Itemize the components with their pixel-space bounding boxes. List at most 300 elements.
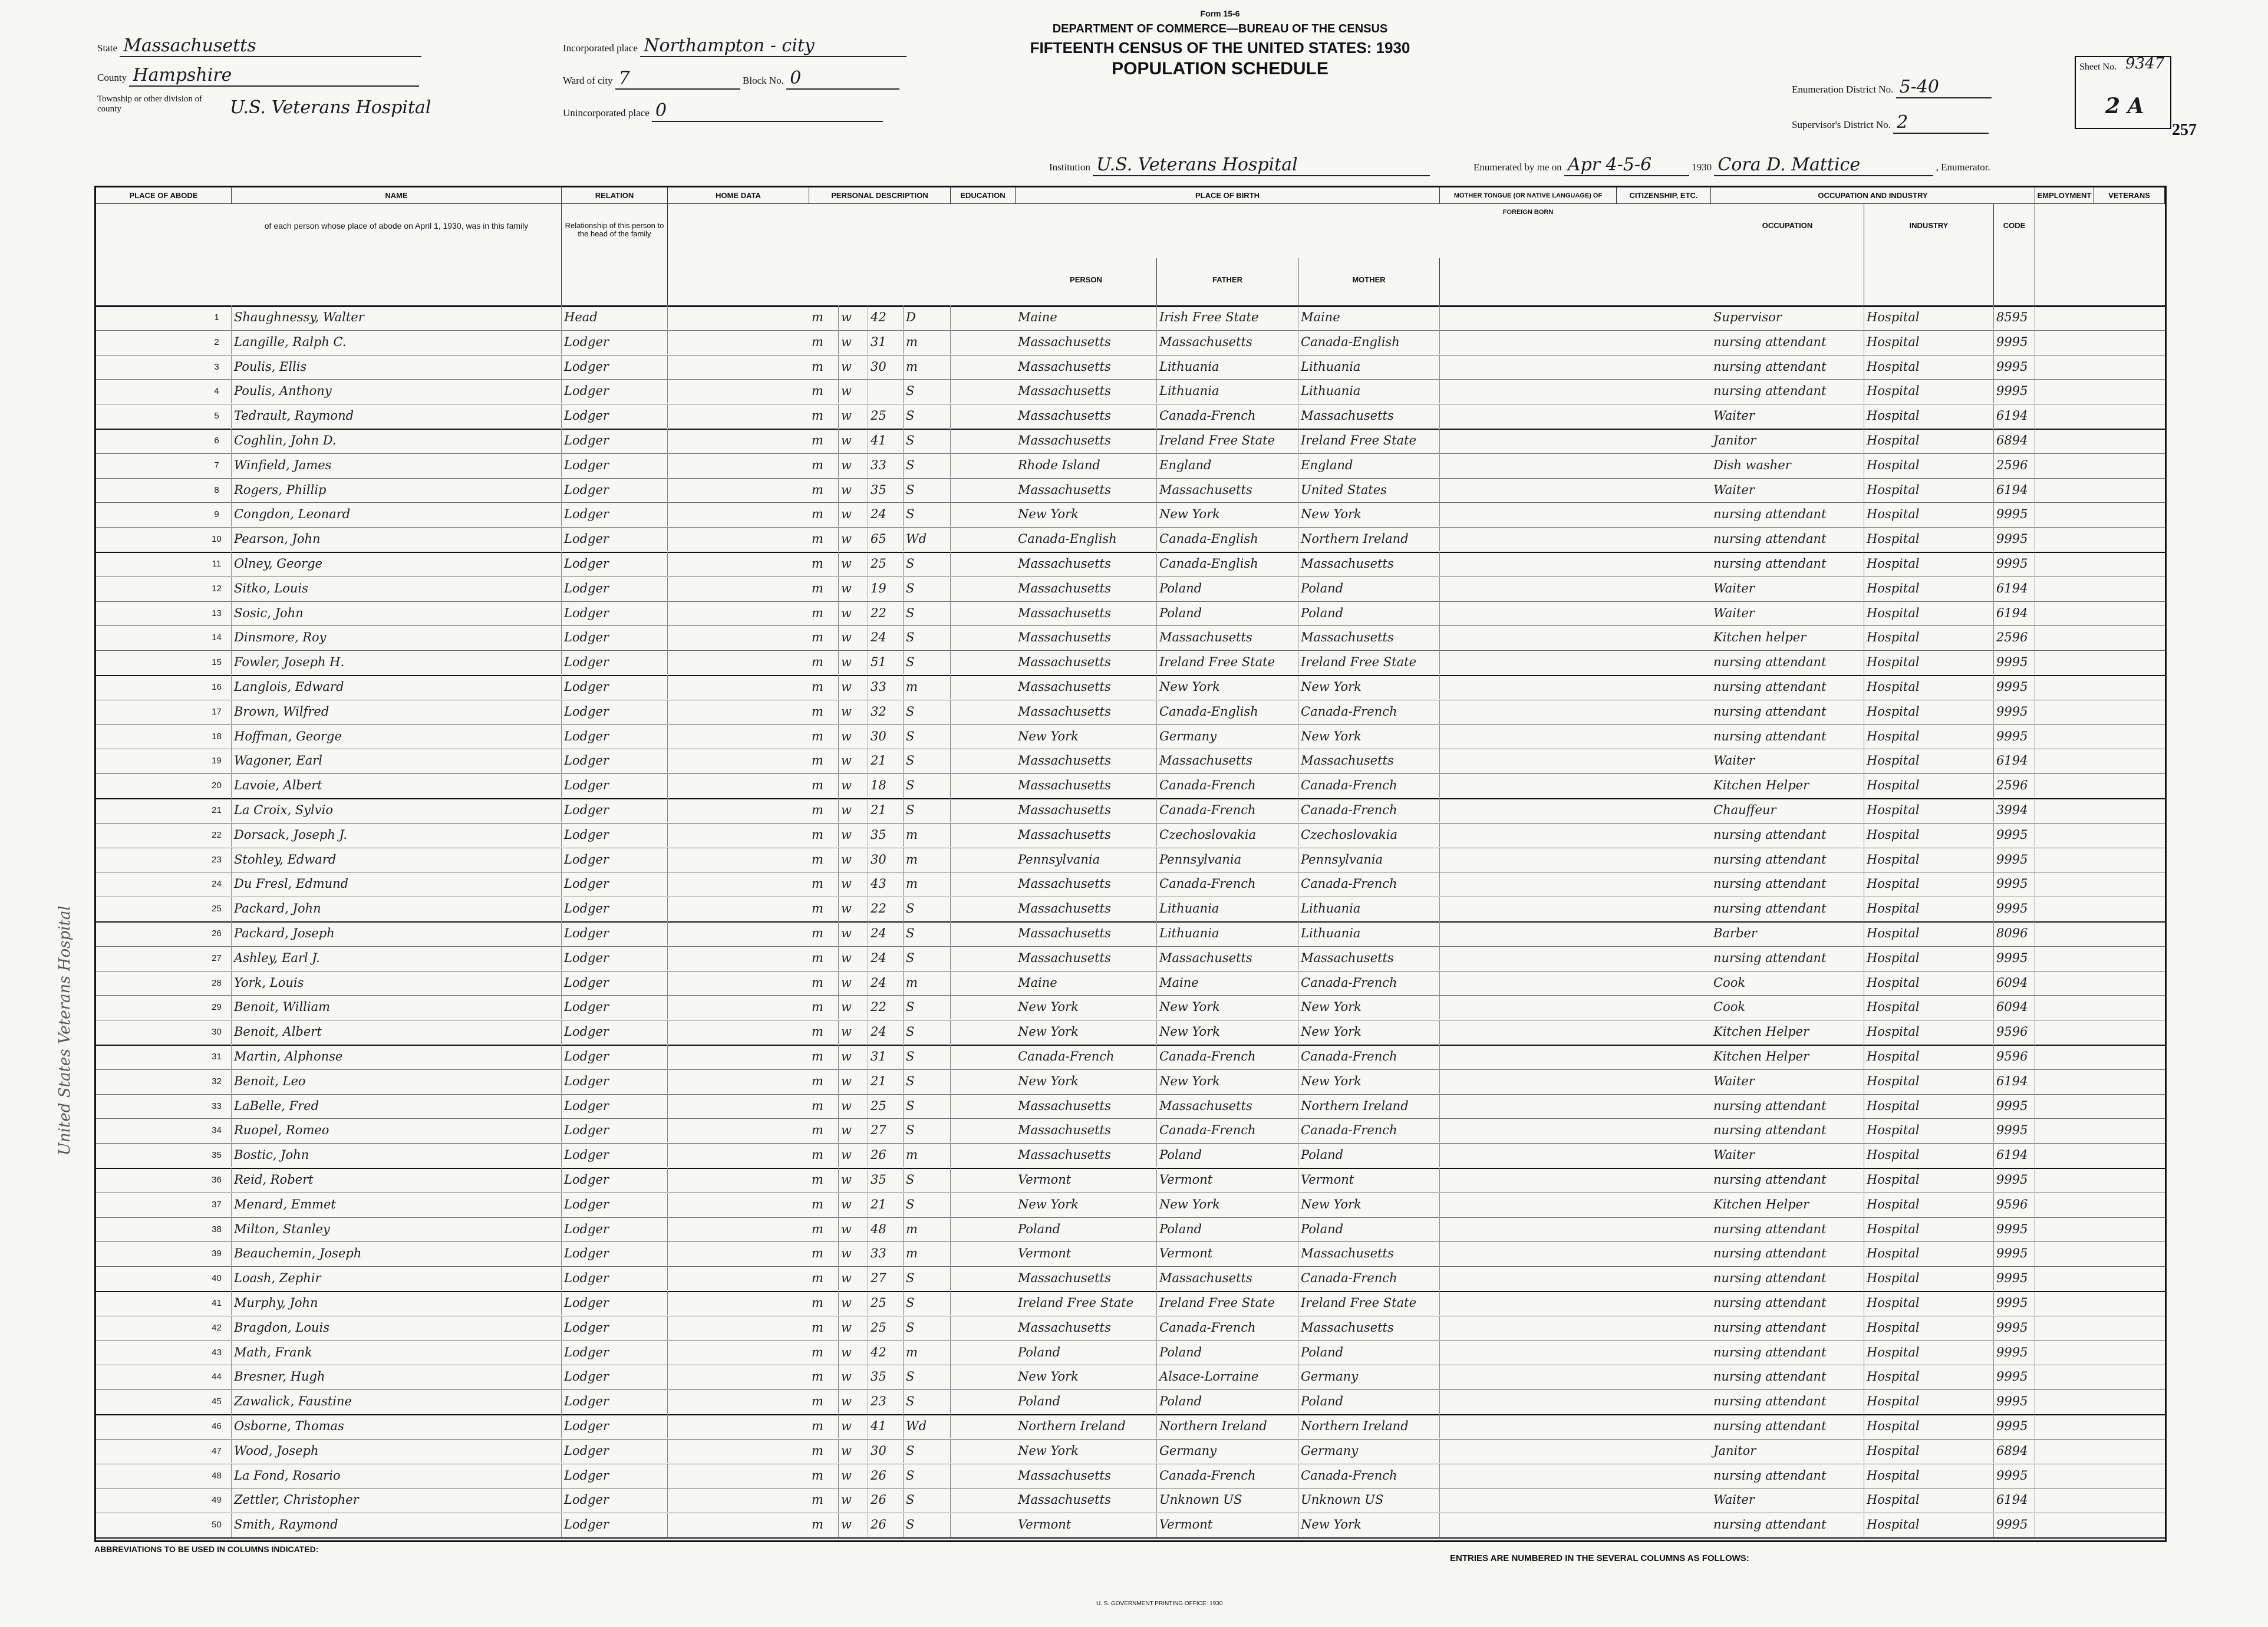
cell-age: 33: [868, 675, 904, 699]
cell-father-birthplace: Vermont: [1157, 1168, 1298, 1192]
cell-sex: m: [809, 577, 839, 601]
cell-name: Stohley, Edward: [232, 848, 562, 872]
cell-sex: m: [809, 650, 839, 674]
cell-age: 24: [868, 946, 904, 970]
cell-mother-birthplace: Ireland Free State: [1298, 429, 1440, 453]
cell-birthplace: Poland: [1016, 1341, 1157, 1365]
cell-industry: Hospital: [1864, 650, 1994, 674]
cell-race: w: [839, 429, 868, 453]
cell-line-number: 9: [202, 502, 232, 526]
cell-relation: Lodger: [562, 1143, 668, 1167]
state-value: Massachusetts: [120, 35, 421, 57]
cell-occupation: Waiter: [1711, 1069, 1864, 1094]
cell-birthplace: Massachusetts: [1016, 577, 1157, 601]
cell-age: 27: [868, 1266, 904, 1290]
cell-line-number: 26: [202, 921, 232, 946]
cell-birthplace: Massachusetts: [1016, 650, 1157, 674]
cell-marital: S: [904, 552, 951, 576]
cell-code: 9995: [1994, 1389, 2035, 1414]
cell-code: 8096: [1994, 921, 2035, 946]
stamp-number: 257: [2172, 121, 2197, 139]
table-row: [96, 946, 2165, 971]
table-row: [96, 971, 2165, 996]
cell-code: 6194: [1994, 404, 2035, 428]
cell-age: 65: [868, 527, 904, 551]
cell-sex: m: [809, 1168, 839, 1192]
cell-age: 21: [868, 749, 904, 773]
cell-marital: S: [904, 1266, 951, 1290]
cell-occupation: Kitchen Helper: [1711, 1020, 1864, 1044]
cell-mother-birthplace: Pennsylvania: [1298, 848, 1440, 872]
group-place-of-birth: PLACE OF BIRTH: [1016, 187, 1440, 204]
cell-sex: m: [809, 1266, 839, 1290]
cell-marital: S: [904, 453, 951, 477]
enumerated-field: [1473, 154, 1990, 176]
cell-birthplace: Massachusetts: [1016, 872, 1157, 896]
cell-code: 9995: [1994, 897, 2035, 921]
table-row: [96, 453, 2165, 479]
cell-age: 26: [868, 1464, 904, 1488]
cell-name: Bragdon, Louis: [232, 1316, 562, 1340]
cell-age: 42: [868, 1341, 904, 1365]
cell-birthplace: New York: [1016, 995, 1157, 1019]
cell-father-birthplace: New York: [1157, 1069, 1298, 1094]
cell-line-number: 40: [202, 1266, 232, 1290]
cell-code: 6194: [1994, 1069, 2035, 1094]
cell-father-birthplace: Canada-French: [1157, 404, 1298, 428]
cell-father-birthplace: Alsace-Lorraine: [1157, 1365, 1298, 1389]
cell-relation: Lodger: [562, 823, 668, 847]
cell-code: 6194: [1994, 1488, 2035, 1512]
table-row: [96, 625, 2165, 651]
cell-name: Olney, George: [232, 552, 562, 576]
cell-name: Bresner, Hugh: [232, 1365, 562, 1389]
cell-code: 6894: [1994, 1439, 2035, 1463]
cell-name: Benoit, William: [232, 995, 562, 1019]
cell-age: 18: [868, 773, 904, 798]
cell-relation: Lodger: [562, 971, 668, 995]
cell-occupation: Waiter: [1711, 749, 1864, 773]
cell-father-birthplace: New York: [1157, 675, 1298, 699]
cell-marital: S: [904, 1439, 951, 1463]
cell-marital: m: [904, 675, 951, 699]
incorporated-value: Northampton - city: [640, 35, 906, 57]
cell-line-number: 21: [202, 798, 232, 822]
cell-marital: S: [904, 897, 951, 921]
cell-age: 26: [868, 1143, 904, 1167]
cell-line-number: 12: [202, 577, 232, 601]
cell-father-birthplace: New York: [1157, 995, 1298, 1019]
cell-occupation: nursing attendant: [1711, 724, 1864, 749]
state-label: State: [97, 42, 117, 54]
cell-age: 48: [868, 1217, 904, 1241]
cell-birthplace: Rhode Island: [1016, 453, 1157, 477]
cell-name: Osborne, Thomas: [232, 1414, 562, 1438]
cell-birthplace: Massachusetts: [1016, 823, 1157, 847]
cell-name: Poulis, Anthony: [232, 379, 562, 403]
cell-birthplace: New York: [1016, 1020, 1157, 1044]
cell-mother-birthplace: Lithuania: [1298, 921, 1440, 946]
cell-sex: m: [809, 1414, 839, 1438]
cell-race: w: [839, 601, 868, 625]
cell-line-number: 36: [202, 1168, 232, 1192]
ed-value: 5-40: [1896, 77, 1992, 98]
cell-line-number: 8: [202, 478, 232, 502]
table-row: [96, 724, 2165, 750]
cell-code: 6894: [1994, 429, 2035, 453]
cell-code: 2596: [1994, 453, 2035, 477]
cell-relation: Lodger: [562, 773, 668, 798]
cell-code: 9995: [1994, 650, 2035, 674]
table-row: [96, 1193, 2165, 1218]
cell-race: w: [839, 1414, 868, 1438]
cell-birthplace: Massachusetts: [1016, 946, 1157, 970]
cell-name: Winfield, James: [232, 453, 562, 477]
cell-birthplace: Massachusetts: [1016, 1488, 1157, 1512]
cell-industry: Hospital: [1864, 379, 1994, 403]
cell-line-number: 5: [202, 404, 232, 428]
cell-occupation: nursing attendant: [1711, 946, 1864, 970]
cell-industry: Hospital: [1864, 478, 1994, 502]
cell-birthplace: Maine: [1016, 971, 1157, 995]
cell-mother-birthplace: New York: [1298, 675, 1440, 699]
cell-occupation: nursing attendant: [1711, 650, 1864, 674]
cell-race: w: [839, 577, 868, 601]
cell-occupation: nursing attendant: [1711, 527, 1864, 551]
cell-sex: m: [809, 971, 839, 995]
cell-race: w: [839, 1316, 868, 1340]
cell-occupation: nursing attendant: [1711, 502, 1864, 526]
cell-line-number: 29: [202, 995, 232, 1019]
cell-relation: Lodger: [562, 1488, 668, 1512]
cell-father-birthplace: Massachusetts: [1157, 1094, 1298, 1118]
cell-marital: S: [904, 1020, 951, 1044]
cell-code: 9995: [1994, 1341, 2035, 1365]
cell-name: Packard, Joseph: [232, 921, 562, 946]
cell-mother-birthplace: Northern Ireland: [1298, 1094, 1440, 1118]
cell-industry: Hospital: [1864, 773, 1994, 798]
cell-sex: m: [809, 305, 839, 330]
side-note: United States Veterans Hospital: [56, 905, 74, 1155]
cell-sex: m: [809, 1488, 839, 1512]
cell-occupation: Kitchen Helper: [1711, 1045, 1864, 1069]
cell-birthplace: Massachusetts: [1016, 355, 1157, 379]
cell-marital: m: [904, 355, 951, 379]
cell-relation: Lodger: [562, 1291, 668, 1315]
cell-marital: m: [904, 848, 951, 872]
cell-code: 9995: [1994, 700, 2035, 724]
table-row: [96, 897, 2165, 923]
cell-father-birthplace: Canada-English: [1157, 527, 1298, 551]
cell-industry: Hospital: [1864, 1118, 1994, 1142]
cell-race: w: [839, 1513, 868, 1537]
supervisor-label: Supervisor's District No.: [1792, 119, 1891, 130]
cell-occupation: nursing attendant: [1711, 823, 1864, 847]
cell-marital: S: [904, 1464, 951, 1488]
cell-race: w: [839, 675, 868, 699]
cell-mother-birthplace: Poland: [1298, 1341, 1440, 1365]
cell-father-birthplace: Massachusetts: [1157, 1266, 1298, 1290]
cell-father-birthplace: Canada-French: [1157, 1118, 1298, 1142]
cell-sex: m: [809, 1341, 839, 1365]
cell-industry: Hospital: [1864, 1193, 1994, 1217]
cell-industry: Hospital: [1864, 995, 1994, 1019]
cell-sex: m: [809, 1020, 839, 1044]
cell-birthplace: Massachusetts: [1016, 552, 1157, 576]
cell-age: 30: [868, 848, 904, 872]
cell-name: Congdon, Leonard: [232, 502, 562, 526]
county-label: County: [97, 72, 127, 83]
cell-birthplace: Massachusetts: [1016, 675, 1157, 699]
cell-industry: Hospital: [1864, 1045, 1994, 1069]
cell-birthplace: Vermont: [1016, 1513, 1157, 1537]
schedule-title: POPULATION SCHEDULE: [1112, 59, 1329, 78]
table-row: [96, 1217, 2165, 1243]
cell-marital: S: [904, 502, 951, 526]
cell-code: 9995: [1994, 823, 2035, 847]
cell-industry: Hospital: [1864, 675, 1994, 699]
cell-mother-birthplace: Massachusetts: [1298, 552, 1440, 576]
cell-line-number: 13: [202, 601, 232, 625]
cell-mother-birthplace: Massachusetts: [1298, 749, 1440, 773]
cell-code: 9995: [1994, 379, 2035, 403]
cell-sex: m: [809, 1118, 839, 1142]
cell-name: Dinsmore, Roy: [232, 625, 562, 650]
cell-code: 6194: [1994, 478, 2035, 502]
cell-occupation: nursing attendant: [1711, 1291, 1864, 1315]
cell-industry: Hospital: [1864, 552, 1994, 576]
cell-age: 21: [868, 1193, 904, 1217]
cell-industry: Hospital: [1864, 502, 1994, 526]
cell-father-birthplace: New York: [1157, 502, 1298, 526]
cell-mother-birthplace: Northern Ireland: [1298, 1414, 1440, 1438]
cell-name: Dorsack, Joseph J.: [232, 823, 562, 847]
cell-sex: m: [809, 724, 839, 749]
cell-line-number: 37: [202, 1193, 232, 1217]
cell-relation: Lodger: [562, 848, 668, 872]
cell-relation: Lodger: [562, 1266, 668, 1290]
cell-mother-birthplace: Poland: [1298, 577, 1440, 601]
cell-industry: Hospital: [1864, 1439, 1994, 1463]
cell-occupation: Waiter: [1711, 1143, 1864, 1167]
cell-marital: S: [904, 749, 951, 773]
table-row: [96, 1464, 2165, 1489]
cell-name: Coghlin, John D.: [232, 429, 562, 453]
cell-race: w: [839, 1341, 868, 1365]
cell-marital: Wd: [904, 1414, 951, 1438]
cell-industry: Hospital: [1864, 921, 1994, 946]
census-table: [94, 186, 2167, 1542]
cell-race: w: [839, 552, 868, 576]
cell-sex: m: [809, 527, 839, 551]
cell-name: Rogers, Phillip: [232, 478, 562, 502]
cell-race: w: [839, 749, 868, 773]
cell-age: 30: [868, 1439, 904, 1463]
cell-birthplace: Massachusetts: [1016, 798, 1157, 822]
cell-birthplace: Vermont: [1016, 1168, 1157, 1192]
cell-mother-birthplace: Lithuania: [1298, 355, 1440, 379]
cell-birthplace: Ireland Free State: [1016, 1291, 1157, 1315]
cell-age: 24: [868, 971, 904, 995]
supervisor-field: [1792, 112, 1989, 134]
cell-occupation: Cook: [1711, 995, 1864, 1019]
cell-age: 25: [868, 1316, 904, 1340]
cell-marital: S: [904, 429, 951, 453]
cell-name: Bostic, John: [232, 1143, 562, 1167]
cell-mother-birthplace: Poland: [1298, 601, 1440, 625]
cell-code: 9995: [1994, 552, 2035, 576]
cell-name: York, Louis: [232, 971, 562, 995]
cell-birthplace: Massachusetts: [1016, 1118, 1157, 1142]
block-value: 0: [786, 68, 899, 90]
table-row: [96, 1118, 2165, 1144]
cell-line-number: 15: [202, 650, 232, 674]
cell-birthplace: Massachusetts: [1016, 700, 1157, 724]
cell-race: w: [839, 330, 868, 354]
cell-code: 9995: [1994, 330, 2035, 354]
cell-father-birthplace: Irish Free State: [1157, 305, 1298, 330]
unincorporated-field: [563, 100, 883, 122]
cell-father-birthplace: Pennsylvania: [1157, 848, 1298, 872]
cell-sex: m: [809, 1045, 839, 1069]
cell-race: w: [839, 478, 868, 502]
cell-occupation: Chauffeur: [1711, 798, 1864, 822]
cell-line-number: 10: [202, 527, 232, 551]
cell-mother-birthplace: Canada-French: [1298, 1118, 1440, 1142]
cell-industry: Hospital: [1864, 1365, 1994, 1389]
cell-name: Tedrault, Raymond: [232, 404, 562, 428]
cell-relation: Lodger: [562, 330, 668, 354]
cell-occupation: nursing attendant: [1711, 1217, 1864, 1241]
cell-relation: Lodger: [562, 1439, 668, 1463]
cell-relation: Lodger: [562, 552, 668, 576]
cell-code: 9995: [1994, 1266, 2035, 1290]
cell-race: w: [839, 1291, 868, 1315]
cell-line-number: 23: [202, 848, 232, 872]
table-row: [96, 1143, 2165, 1169]
cell-occupation: Kitchen Helper: [1711, 773, 1864, 798]
cell-father-birthplace: New York: [1157, 1193, 1298, 1217]
cell-code: 9995: [1994, 1241, 2035, 1266]
group-education: EDUCATION: [951, 187, 1016, 204]
cell-birthplace: Poland: [1016, 1389, 1157, 1414]
cell-code: 9995: [1994, 848, 2035, 872]
cell-industry: Hospital: [1864, 625, 1994, 650]
department-title: DEPARTMENT OF COMMERCE—BUREAU OF THE CENSUS: [1052, 22, 1388, 35]
cell-sex: m: [809, 1094, 839, 1118]
cell-industry: Hospital: [1864, 1217, 1994, 1241]
cell-line-number: 50: [202, 1513, 232, 1537]
enumerated-date: Apr 4-5-6: [1564, 154, 1689, 176]
cell-race: w: [839, 1389, 868, 1414]
group-citizenship: CITIZENSHIP, ETC.: [1617, 187, 1711, 204]
enumerator-name: Cora D. Mattice: [1714, 154, 1933, 176]
census-title: FIFTEENTH CENSUS OF THE UNITED STATES: 1930: [1030, 39, 1410, 57]
cell-birthplace: New York: [1016, 1069, 1157, 1094]
cell-mother-birthplace: Lithuania: [1298, 379, 1440, 403]
cell-industry: Hospital: [1864, 1069, 1994, 1094]
table-row: [96, 404, 2165, 430]
cell-mother-birthplace: England: [1298, 453, 1440, 477]
cell-mother-birthplace: Poland: [1298, 1143, 1440, 1167]
sheet-number-box: [2075, 56, 2171, 129]
table-row: [96, 1513, 2165, 1539]
cell-sex: m: [809, 1439, 839, 1463]
institution-value: U.S. Veterans Hospital: [1093, 154, 1430, 176]
cell-father-birthplace: Czechoslovakia: [1157, 823, 1298, 847]
cell-mother-birthplace: Canada-French: [1298, 798, 1440, 822]
cell-line-number: 20: [202, 773, 232, 798]
cell-age: 27: [868, 1118, 904, 1142]
cell-marital: S: [904, 1193, 951, 1217]
cell-mother-birthplace: Ireland Free State: [1298, 1291, 1440, 1315]
table-row: [96, 1094, 2165, 1119]
cell-age: 33: [868, 1241, 904, 1266]
cell-code: 6094: [1994, 971, 2035, 995]
cell-age: 35: [868, 1168, 904, 1192]
block-label: Block No.: [743, 75, 784, 86]
cell-mother-birthplace: New York: [1298, 995, 1440, 1019]
table-row: [96, 798, 2165, 824]
cell-race: w: [839, 1020, 868, 1044]
table-row: [96, 749, 2165, 774]
header-relation: Relationship of this person to the head of the family: [562, 204, 668, 305]
cell-line-number: 6: [202, 429, 232, 453]
header-name: of each person whose place of abode on April 1, 1930, was in this family: [232, 204, 562, 305]
cell-line-number: 4: [202, 379, 232, 403]
cell-age: [868, 379, 904, 403]
unincorporated-label: Unincorporated place: [563, 107, 650, 118]
table-row: [96, 1168, 2165, 1193]
cell-industry: Hospital: [1864, 355, 1994, 379]
cell-father-birthplace: Poland: [1157, 1217, 1298, 1241]
cell-father-birthplace: Poland: [1157, 601, 1298, 625]
cell-mother-birthplace: Unknown US: [1298, 1488, 1440, 1512]
cell-sex: m: [809, 1069, 839, 1094]
cell-mother-birthplace: Canada-English: [1298, 330, 1440, 354]
cell-name: Poulis, Ellis: [232, 355, 562, 379]
cell-age: 42: [868, 305, 904, 330]
table-row: [96, 921, 2165, 947]
cell-sex: m: [809, 823, 839, 847]
cell-age: 21: [868, 798, 904, 822]
cell-race: w: [839, 995, 868, 1019]
cell-marital: S: [904, 404, 951, 428]
cell-code: 9995: [1994, 527, 2035, 551]
group-name: NAME: [232, 187, 562, 204]
cell-sex: m: [809, 995, 839, 1019]
cell-marital: m: [904, 872, 951, 896]
cell-birthplace: New York: [1016, 502, 1157, 526]
cell-name: Loash, Zephir: [232, 1266, 562, 1290]
cell-occupation: nursing attendant: [1711, 552, 1864, 576]
cell-name: Martin, Alphonse: [232, 1045, 562, 1069]
cell-line-number: 24: [202, 872, 232, 896]
cell-sex: m: [809, 700, 839, 724]
cell-line-number: 18: [202, 724, 232, 749]
cell-occupation: nursing attendant: [1711, 1341, 1864, 1365]
cell-occupation: Waiter: [1711, 601, 1864, 625]
cell-mother-birthplace: Massachusetts: [1298, 404, 1440, 428]
cell-birthplace: Massachusetts: [1016, 921, 1157, 946]
cell-father-birthplace: Massachusetts: [1157, 625, 1298, 650]
cell-birthplace: New York: [1016, 1193, 1157, 1217]
cell-name: Shaughnessy, Walter: [232, 305, 562, 330]
cell-sex: m: [809, 946, 839, 970]
cell-relation: Lodger: [562, 1020, 668, 1044]
cell-sex: m: [809, 404, 839, 428]
cell-code: 2596: [1994, 625, 2035, 650]
